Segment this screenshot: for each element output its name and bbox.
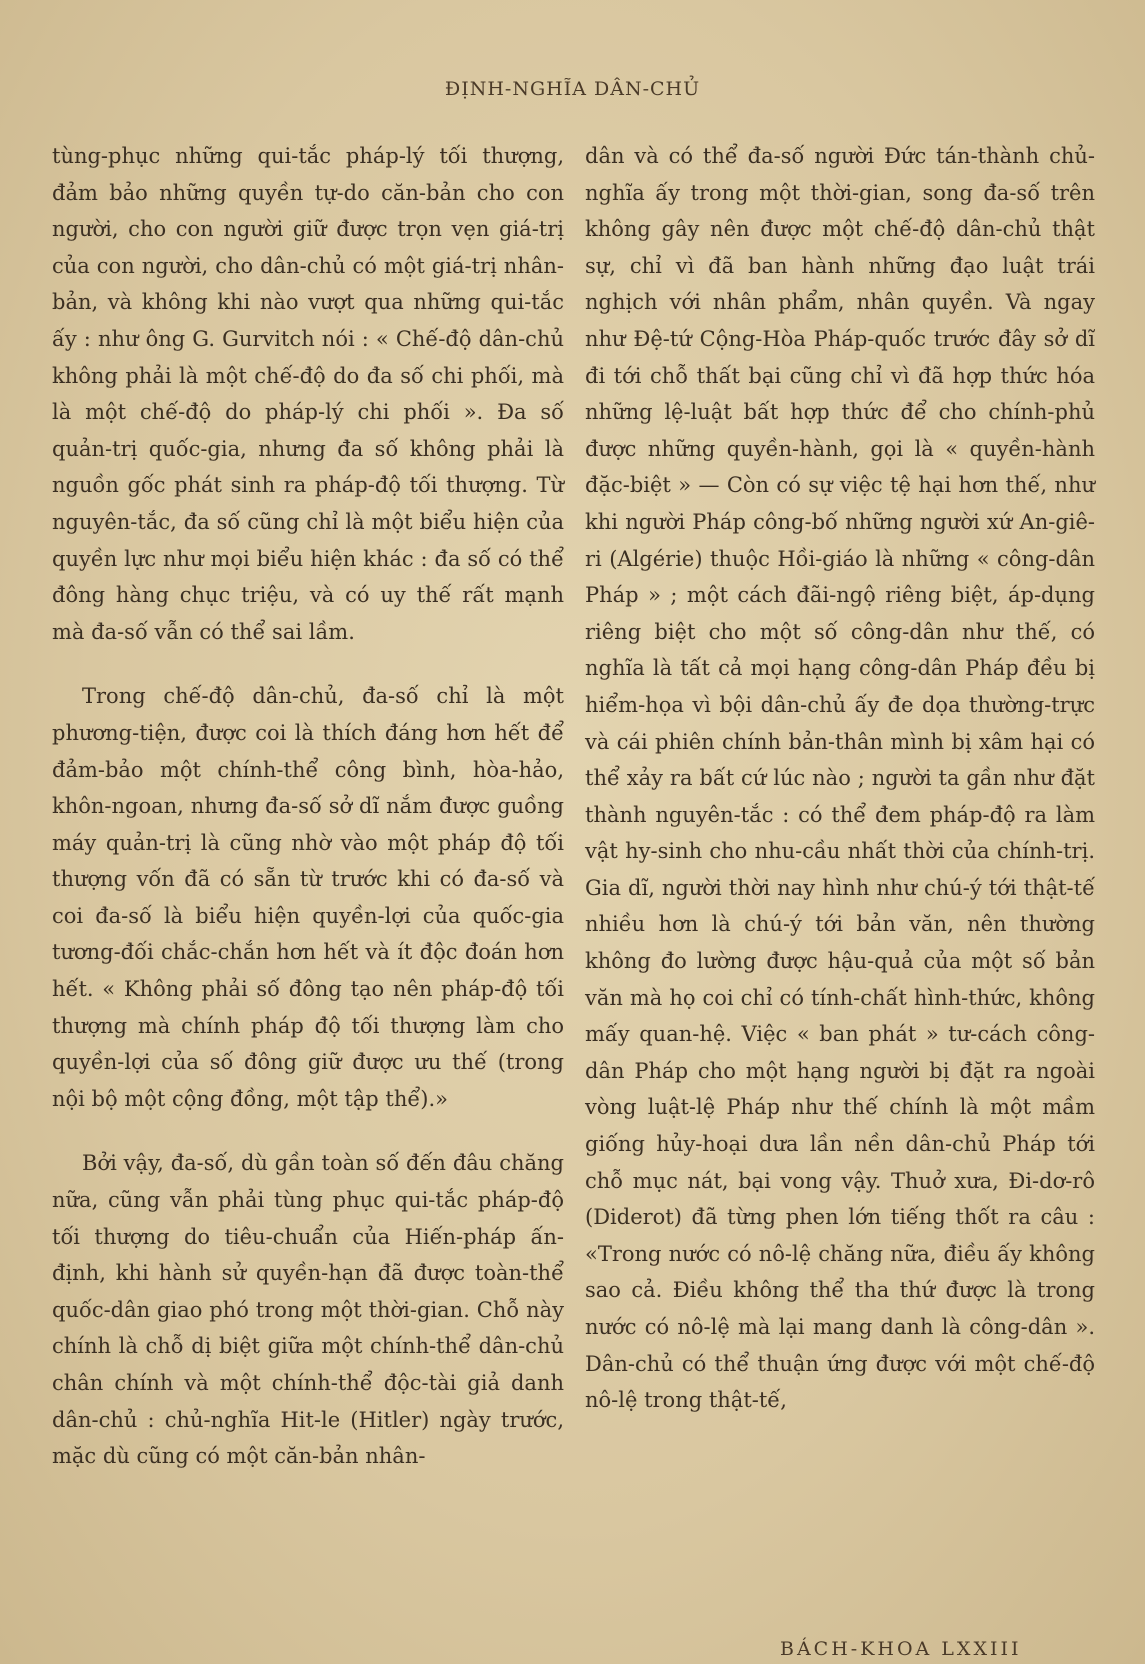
right-paragraph-1: dân và có thể đa-số người Đức tán-thành chủ-nghĩa ấy trong một thời-gian, song đa-số trên không gây nên được một chế-độ dân-chủ thật sự, chỉ vì đã ban hành những đạo luật trái nghịch với nhân phẩm, nhân quyền. Và ngay như Đệ-tứ Cộng-Hòa Pháp-quốc trước đây sở dĩ đi tới chỗ thất bại cũng chỉ vì đã hợp thức hóa những lệ-luật bất hợp thức để cho chính-phủ được những quyền-hành, gọi là « quyền-hành đặc-biệt » — Còn có sự việc tệ hại hơn thế, như khi người Pháp công-bố những người xứ An-giê-ri (Algérie) thuộc Hồi-giáo là những « công-dân Pháp » ; một cách đãi-ngộ riêng biệt, áp-dụng riêng biệt cho một số công-dân như thế, có nghĩa là tất cả mọi hạng công-dân Pháp đều bị hiểm-họa vì bội dân-chủ ấy đe dọa thường-trực và cái phiên chính bản-thân mình bị xâm hại có thể xảy ra bất cứ lúc nào ; người ta gần như đặt thành nguyên-tắc : có thể đem pháp-độ ra làm vật hy-sinh cho nhu-cầu nhất thời của chính-trị. Gia dĩ, người thời nay hình như chú-ý tới thật-tế nhiều hơn là chú-ý tới bản văn, nên thường không đo lường được hậu-quả của một số bản văn mà họ coi chỉ có tính-chất hình-thức, không mấy quan-hệ. Việc « ban phát » tư-cách công-dân Pháp cho một hạng người bị đặt ra ngoài vòng luật-lệ Pháp như thế chính là một mầm giống hủy-hoại dưa lần nền dân-chủ Pháp tới chỗ mục nát, bại vong vậy. Thuở xưa, Đi-dơ-rô (Diderot) đã từng phen lớn tiếng thốt ra câu : «Trong nước có nô-lệ chăng nữa, điều ấy không sao cả. Điều không thể tha thứ được là trong nước có nô-lệ mà lại mang danh là công-dân ». Dân-chủ có thể thuận ứng được với một chế-độ nô-lệ trong thật-tế,	[585, 144, 1095, 1413]
left-paragraph-3: Bởi vậy, đa-số, dù gần toàn số đến đâu chăng nữa, cũng vẫn phải tùng phục qui-tắc pháp-độ tối thượng do tiêu-chuẩn của Hiến-pháp ấn-định, khi hành sử quyền-hạn đã được toàn-thể quốc-dân giao phó trong một thời-gian. Chỗ này chính là chỗ dị biệt giữa một chính-thể dân-chủ chân chính và một chính-thể độc-tài giả danh dân-chủ : chủ-nghĩa Hit-le (Hitler) ngày trước, mặc dù cũng có một căn-bản nhân-	[52, 1151, 564, 1469]
running-title: ĐỊNH-NGHĨA DÂN-CHỦ	[444, 78, 701, 100]
left-column	[52, 138, 564, 1475]
running-footer: BÁCH-KHOA LXXIII	[780, 1638, 1022, 1660]
left-paragraph-2: Trong chế-độ dân-chủ, đa-số chỉ là một phương-tiện, được coi là thích đáng hơn hết để đảm-bảo một chính-thể công bình, hòa-hảo, khôn-ngoan, nhưng đa-số sở dĩ nắm được guồng máy quản-trị là cũng nhờ vào một pháp độ tối thượng vốn đã có sẵn từ trước khi có đa-số và coi đa-số là biểu hiện quyền-lợi của quốc-gia tương-đối chắc-chắn hơn hết và ít độc đoán hơn hết. « Không phải số đông tạo nên pháp-độ tối thượng mà chính pháp độ tối thượng làm cho quyền-lợi của số đông giữ được ưu thế (trong nội bộ một cộng đồng, một tập thể).»	[52, 684, 564, 1111]
right-column	[585, 138, 1095, 1419]
left-paragraph-1: tùng-phục những qui-tắc pháp-lý tối thượng, đảm bảo những quyền tự-do căn-bản cho con người, cho con người giữ được trọn vẹn giá-trị của con người, cho dân-chủ có một giá-trị nhân-bản, và không khi nào vượt qua những qui-tắc ấy : như ông G. Gurvitch nói : « Chế-độ dân-chủ không phải là một chế-độ do đa số chi phối, mà là một chế-độ do pháp-lý chi phối ». Đa số quản-trị quốc-gia, nhưng đa số không phải là nguồn gốc phát sinh ra pháp-độ tối thượng. Từ nguyên-tắc, đa số cũng chỉ là một biểu hiện của quyền lực như mọi biểu hiện khác : đa số có thể đông hàng chục triệu, và có uy thế rất mạnh mà đa-số vẫn có thể sai lầm.	[52, 144, 564, 644]
